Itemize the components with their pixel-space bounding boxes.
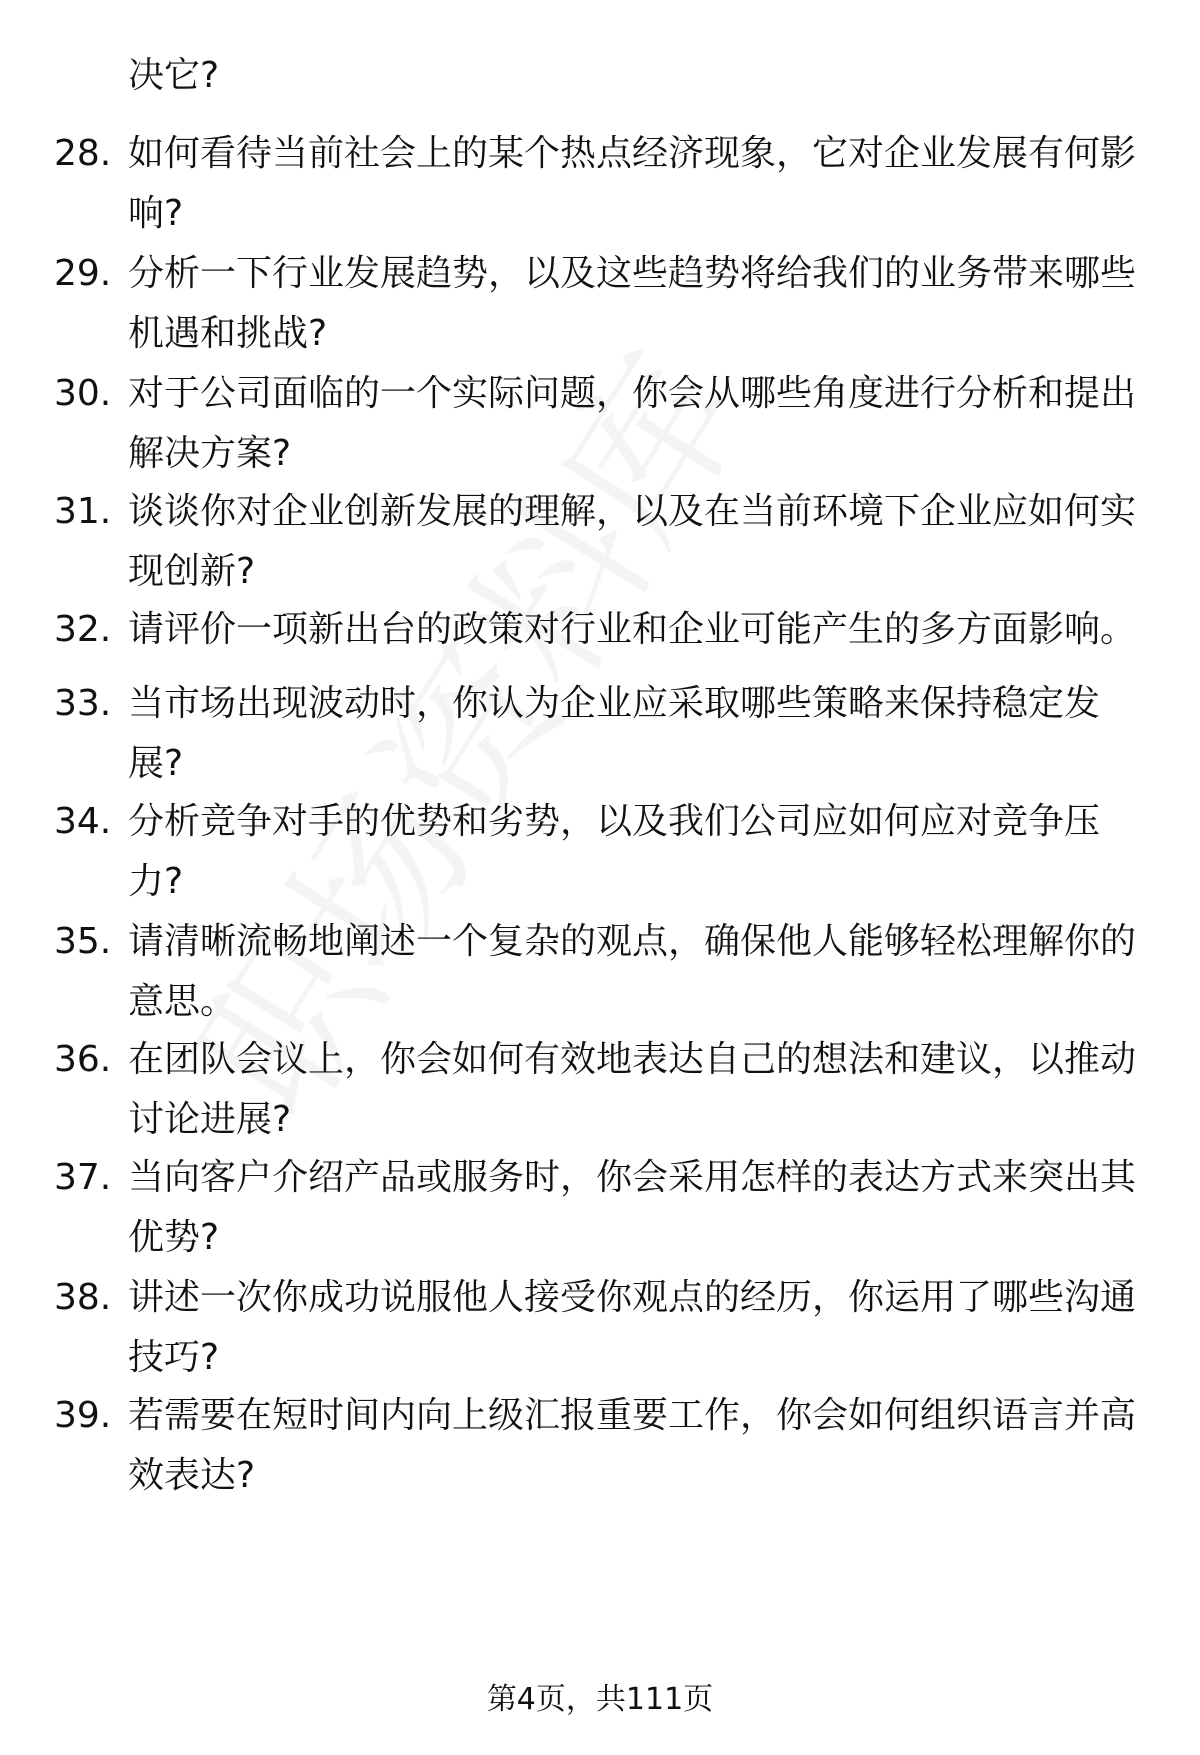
item-text-cont: 响? — [128, 193, 184, 234]
item-number: 34. — [54, 801, 112, 842]
item-text-cont: 讨论进展? — [128, 1099, 292, 1140]
item-text: 对于公司面临的一个实际问题，你会从哪些角度进行分析和提出 — [128, 373, 1137, 414]
item-text: 请评价一项新出台的政策对行业和企业可能产生的多方面影响。 — [128, 609, 1137, 650]
item-text: 在团队会议上，你会如何有效地表达自己的想法和建议，以推动 — [128, 1039, 1137, 1080]
item-text-cont: 优势? — [128, 1217, 220, 1258]
item-number: 32. — [54, 609, 112, 650]
item-number: 33. — [54, 683, 112, 724]
item-text-cont: 解决方案? — [128, 433, 292, 474]
item-number: 31. — [54, 491, 112, 532]
item-text-cont: 效表达? — [128, 1455, 256, 1496]
item-text-cont: 机遇和挑战? — [128, 313, 328, 354]
continuation-text: 决它? — [128, 55, 220, 96]
item-text: 请清晰流畅地阐述一个复杂的观点，确保他人能够轻松理解你的 — [128, 921, 1137, 962]
item-text: 当市场出现波动时，你认为企业应采取哪些策略来保持稳定发 — [128, 683, 1101, 724]
item-number: 36. — [54, 1039, 112, 1080]
item-number: 38. — [54, 1277, 112, 1318]
item-text: 分析竞争对手的优势和劣势，以及我们公司应如何应对竞争压 — [128, 801, 1101, 842]
item-text: 谈谈你对企业创新发展的理解，以及在当前环境下企业应如何实 — [128, 491, 1137, 532]
item-number: 29. — [54, 253, 112, 294]
item-text-cont: 意思。 — [128, 981, 237, 1022]
page-footer: 第4页，共111页 — [486, 1682, 714, 1717]
item-text-cont: 力? — [128, 861, 184, 902]
item-number: 37. — [54, 1157, 112, 1198]
item-text: 如何看待当前社会上的某个热点经济现象，它对企业发展有何影 — [128, 133, 1137, 174]
item-text: 分析一下行业发展趋势，以及这些趋势将给我们的业务带来哪些 — [128, 253, 1137, 294]
item-number: 30. — [54, 373, 112, 414]
item-text-cont: 展? — [128, 743, 184, 784]
item-number: 35. — [54, 921, 112, 962]
item-number: 28. — [54, 133, 112, 174]
item-number: 39. — [54, 1395, 112, 1436]
item-text-cont: 技巧? — [128, 1337, 220, 1378]
item-text: 当向客户介绍产品或服务时，你会采用怎样的表达方式来突出其 — [128, 1157, 1137, 1198]
item-text-cont: 现创新? — [128, 551, 256, 592]
item-text: 讲述一次你成功说服他人接受你观点的经历，你运用了哪些沟通 — [128, 1277, 1137, 1318]
item-text: 若需要在短时间内向上级汇报重要工作，你会如何组织语言并高 — [128, 1395, 1137, 1436]
